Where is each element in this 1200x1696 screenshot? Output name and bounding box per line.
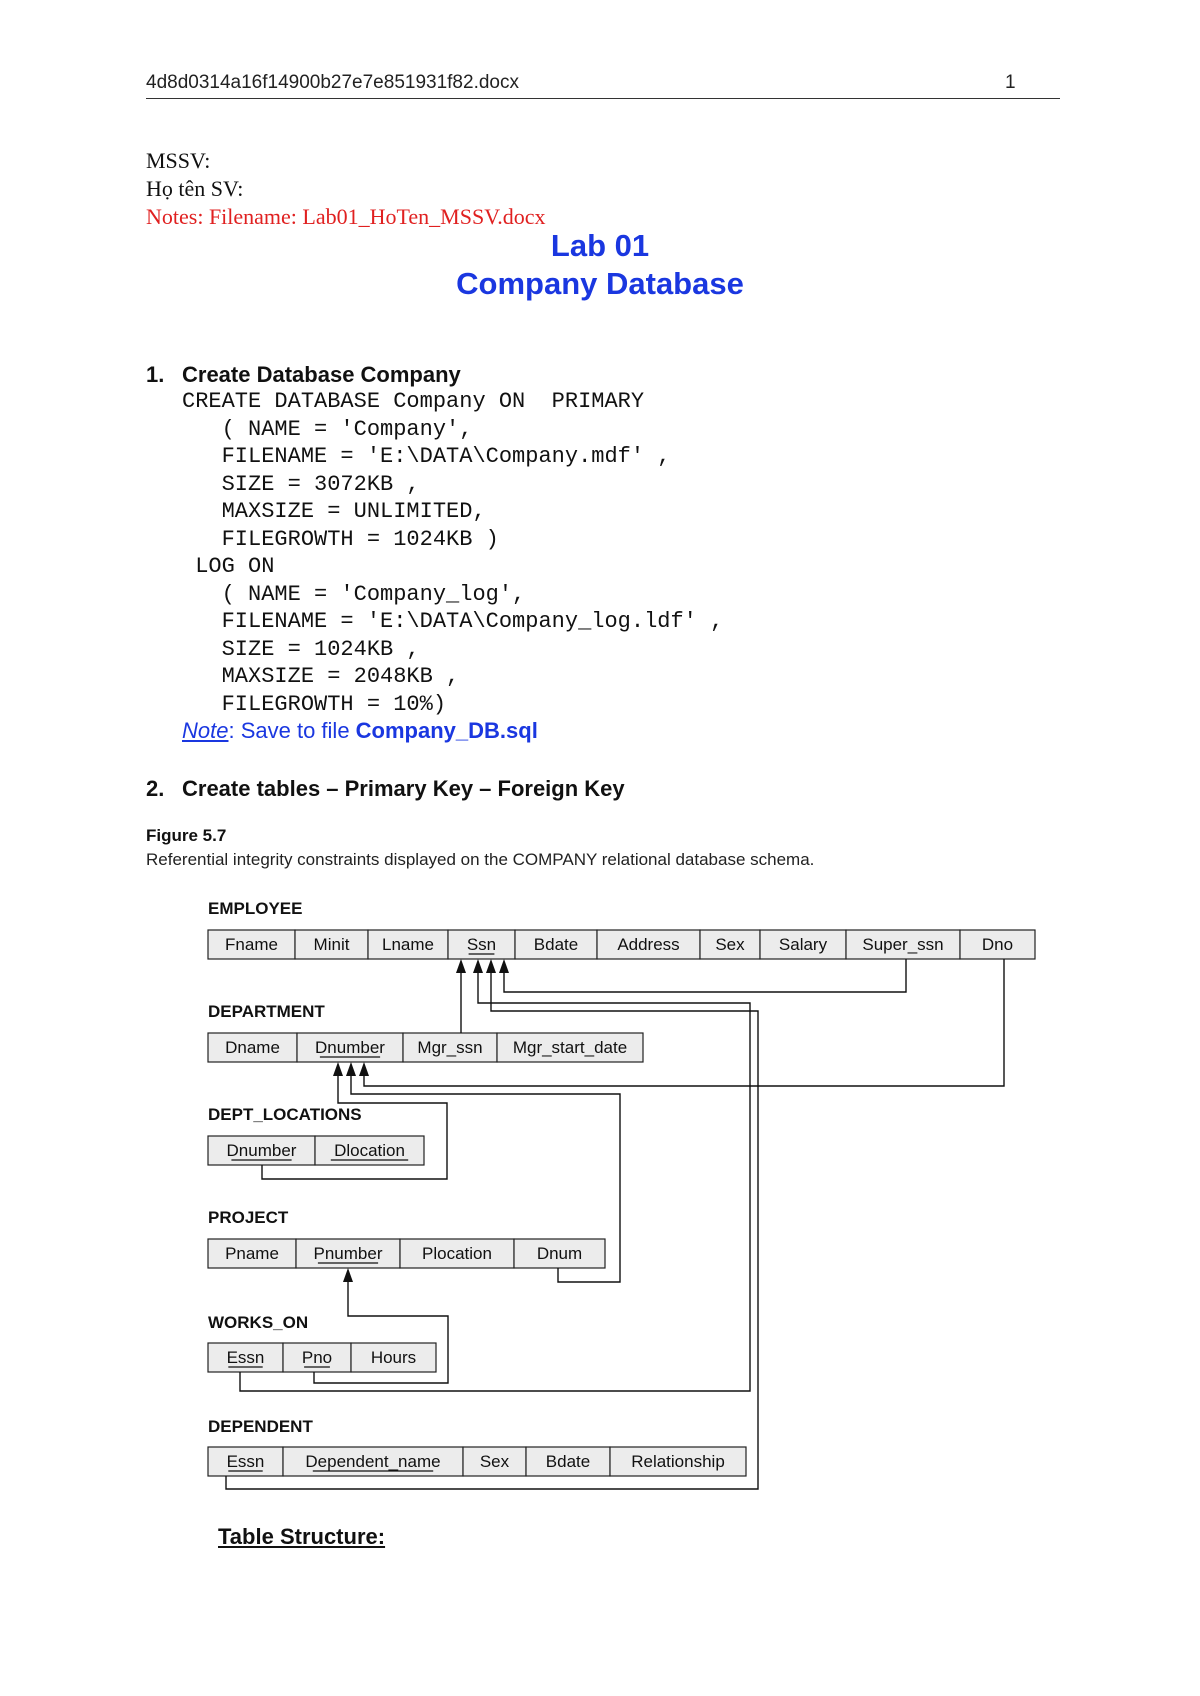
student-name-label: Họ tên SV: [146,176,244,201]
attribute-label: Minit [313,935,350,954]
code-line: FILEGROWTH = 10%) [182,691,447,717]
figure-caption: Referential integrity constraints displayed on the COMPANY relational database schema. [146,850,815,869]
attribute-label: Dlocation [334,1141,405,1160]
attribute-label: Dnum [536,1244,583,1263]
table-name-dept-locations: DEPT_LOCATIONS [208,1105,362,1124]
attribute-label: Address [617,935,680,954]
attribute-label: Super_ssn [862,935,944,954]
attribute-label: Bdate [533,935,579,954]
attribute-label: Essn [226,1348,265,1367]
fk-super-ssn [504,959,906,992]
table-name-employee: EMPLOYEE [208,899,303,918]
fk-arrowhead [333,1062,343,1076]
code-line: MAXSIZE = 2048KB , [221,664,460,689]
section-number: 2. [146,776,165,801]
mssv-label: MSSV: [146,148,211,173]
section-number: 1. [146,362,165,387]
table-name-works-on: WORKS_ON [208,1313,309,1332]
lab-subtitle: Company Database [456,266,744,301]
attribute-label: Pname [225,1244,279,1263]
section-title: Create Database Company [182,362,461,387]
table-structure-heading: Table Structure: [218,1524,386,1549]
attribute-label: Dname [225,1038,280,1057]
attribute-label: Dependent_name [305,1452,441,1471]
note-text: : Save to file [228,718,356,743]
attribute-label: Relationship [631,1452,725,1471]
lab-title: Lab 01 [550,228,650,263]
code-line: FILEGROWTH = 1024KB ) [221,526,499,552]
figure-label: Figure 5.7 [146,826,227,845]
fk-arrowhead [486,959,496,973]
attribute-label: Ssn [466,935,497,954]
code-line: LOG ON [195,554,275,579]
attribute-label: Sex [479,1452,510,1471]
fk-arrowhead [499,959,509,973]
table-name-project: PROJECT [208,1208,289,1227]
fk-arrowhead [473,959,483,973]
code-line: ( NAME = 'Company_log', [221,581,526,607]
attribute-label: Pno [301,1348,333,1367]
code-line: MAXSIZE = UNLIMITED, [221,499,486,524]
fk-arrowhead [359,1062,369,1076]
attribute-label: Mgr_start_date [512,1038,628,1057]
attribute-label: Lname [382,935,434,954]
attribute-label: Pnumber [313,1244,383,1263]
attribute-label: Dno [981,935,1014,954]
attribute-label: Mgr_ssn [417,1038,483,1057]
table-name-dependent: DEPENDENT [208,1417,313,1436]
attribute-label: Plocation [422,1244,492,1263]
save-filename: Company_DB.sql [355,718,538,743]
code-line: SIZE = 1024KB , [221,636,420,662]
attribute-label: Sex [715,935,745,954]
section-title: Create tables – Primary Key – Foreign Key [182,776,625,801]
attribute-label: Bdate [545,1452,591,1471]
attribute-label: Hours [370,1348,417,1367]
fk-dno [364,959,1004,1086]
code-line: CREATE DATABASE Company ON PRIMARY [182,389,645,414]
header-page-number: 1 [1005,72,1016,93]
code-line: ( NAME = 'Company', [221,416,473,442]
attribute-label: Dnumber [315,1038,385,1057]
attribute-label: Fname [225,935,278,954]
code-line: SIZE = 3072KB , [221,471,420,497]
fk-arrowhead [346,1062,356,1076]
note-word: Note [182,718,229,743]
fk-arrowhead [343,1268,353,1282]
fk-arrowhead [456,959,466,973]
attribute-label: Essn [226,1452,265,1471]
code-line: FILENAME = 'E:\DATA\Company.mdf' , [221,444,671,469]
attribute-label: Dnumber [226,1141,297,1160]
code-line: FILENAME = 'E:\DATA\Company_log.ldf' , [221,609,724,634]
header-filename: 4d8d0314a16f14900b27e7e851931f82.docx [146,72,519,93]
table-name-department: DEPARTMENT [208,1002,325,1021]
filename-note: Notes: Filename: Lab01_HoTen_MSSV.docx [146,204,546,229]
attribute-label: Salary [778,935,828,954]
